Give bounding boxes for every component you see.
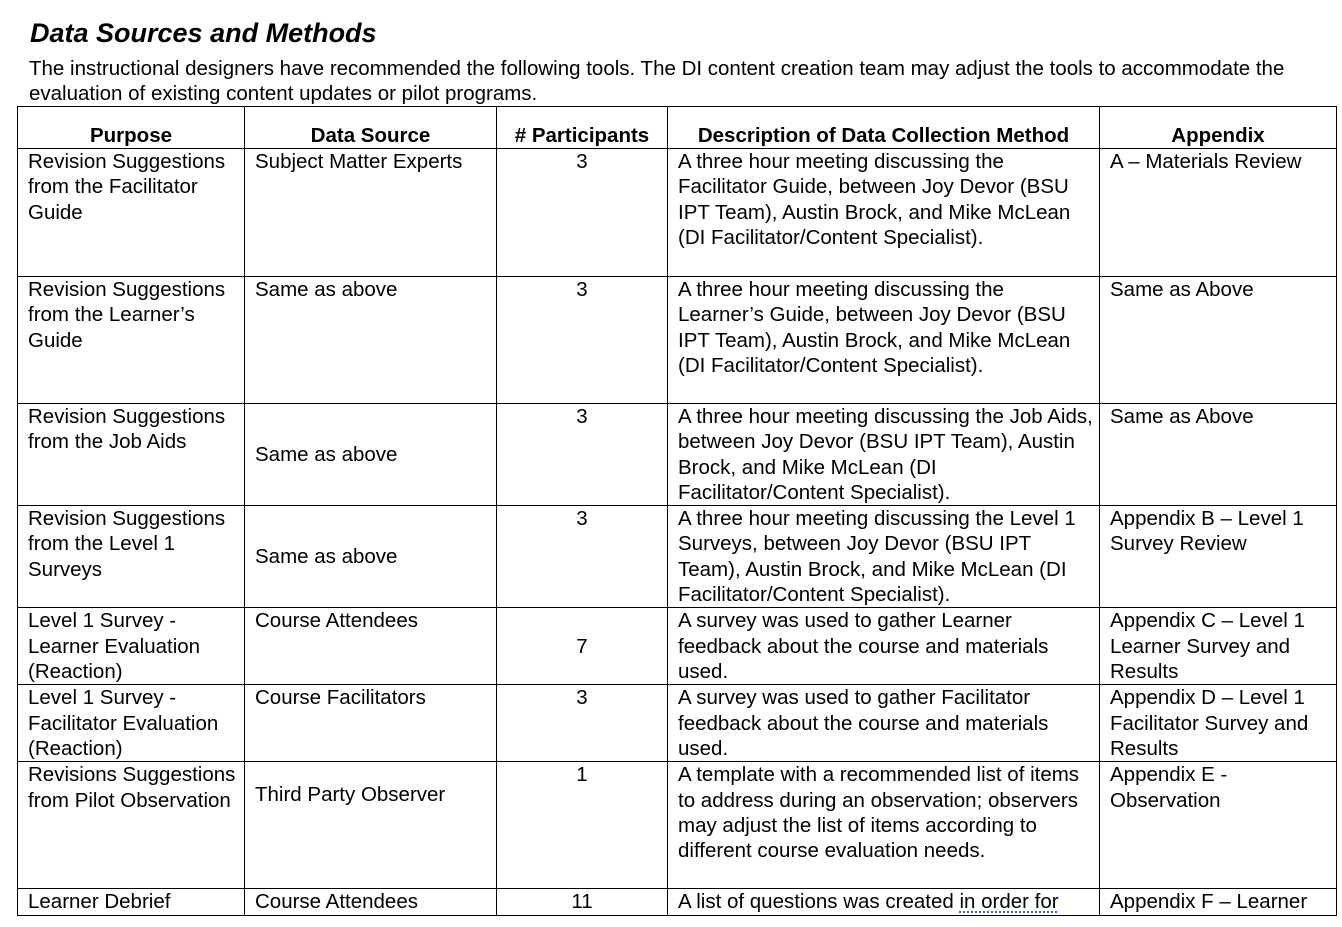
- cell-purpose: Level 1 Survey - Learner Evaluation (Reaction): [18, 608, 245, 685]
- cell-method: A three hour meeting discussing the Learner’s Guide, between Joy Devor (BSU IPT Team), Austin Brock, and Mike McLean (DI Facilitator/Content Specialist).: [668, 277, 1100, 404]
- cell-method: A survey was used to gather Facilitator feedback about the course and materials used.: [668, 685, 1100, 762]
- cell-data-source: Course Attendees: [245, 889, 497, 915]
- cell-method: A survey was used to gather Learner feedback about the course and materials used.: [668, 608, 1100, 685]
- cell-purpose: Learner Debrief: [18, 889, 245, 915]
- cell-participants: 3: [497, 149, 668, 277]
- cell-participants: 3: [497, 277, 668, 404]
- cell-purpose: Revision Suggestions from the Learner’s Guide: [18, 277, 245, 404]
- table-row: [18, 277, 1337, 404]
- cell-appendix: Appendix D – Level 1 Facilitator Survey and Results: [1100, 685, 1337, 762]
- header-method: Description of Data Collection Method: [668, 107, 1100, 149]
- cell-appendix: Appendix C – Level 1 Learner Survey and Results: [1100, 608, 1337, 685]
- header-purpose: Purpose: [18, 107, 245, 149]
- cell-method: A template with a recommended list of items to address during an observation; observers may adjust the list of items according to different course evaluation needs.: [668, 762, 1100, 889]
- cell-data-source: Course Attendees: [245, 608, 497, 685]
- cell-data-source: Same as above: [245, 404, 497, 506]
- data-sources-table: [17, 106, 1337, 916]
- cell-appendix: A – Materials Review: [1100, 149, 1337, 277]
- cell-appendix: Same as Above: [1100, 277, 1337, 404]
- cell-data-source: Same as above: [245, 506, 497, 608]
- cell-appendix: Appendix B – Level 1 Survey Review: [1100, 506, 1337, 608]
- grammar-suggestion-mark[interactable]: in order for: [959, 890, 1059, 914]
- cell-data-source: Subject Matter Experts: [245, 149, 497, 277]
- cell-participants: 3: [497, 685, 668, 762]
- table-row: [18, 404, 1337, 506]
- table-row: [18, 506, 1337, 608]
- cell-data-source: Same as above: [245, 277, 497, 404]
- cell-purpose: Revision Suggestions from the Level 1 Surveys: [18, 506, 245, 608]
- table-row: [18, 685, 1337, 762]
- cell-participants: 3: [497, 506, 668, 608]
- header-participants: # Participants: [497, 107, 668, 149]
- cell-method: A three hour meeting discussing the Level 1 Surveys, between Joy Devor (BSU IPT Team), Austin Brock, and Mike McLean (DI Facilitator/Content Specialist).: [668, 506, 1100, 608]
- intro-paragraph: The instructional designers have recommended the following tools. The DI content creation team may adjust the tools to accommodate the evaluation of existing content updates or pilot programs.: [29, 57, 1285, 105]
- table-row: [18, 608, 1337, 685]
- cell-participants: 3: [497, 404, 668, 506]
- cell-purpose: Revision Suggestions from the Facilitator Guide: [18, 149, 245, 277]
- cell-purpose: Revision Suggestions from the Job Aids: [18, 404, 245, 506]
- cell-purpose: Level 1 Survey - Facilitator Evaluation (Reaction): [18, 685, 245, 762]
- cell-participants: 1: [497, 762, 668, 889]
- cell-data-source: Third Party Observer: [245, 762, 497, 889]
- cell-participants: 11: [497, 889, 668, 915]
- cell-data-source: Course Facilitators: [245, 685, 497, 762]
- table-row: [18, 149, 1337, 277]
- table-row: [18, 762, 1337, 889]
- cell-appendix: Same as Above: [1100, 404, 1337, 506]
- table-header-row: [18, 107, 1337, 149]
- cell-appendix: Appendix E - Observation: [1100, 762, 1337, 889]
- cell-method-text: A list of questions was created: [678, 890, 960, 914]
- header-data-source: Data Source: [245, 107, 497, 149]
- cell-appendix: Appendix F – Learner: [1100, 889, 1337, 915]
- table-row: [18, 889, 1337, 915]
- cell-purpose: Revisions Suggestions from Pilot Observation: [18, 762, 245, 889]
- cell-participants: 7: [497, 608, 668, 685]
- header-appendix: Appendix: [1100, 107, 1337, 149]
- cell-method: A three hour meeting discussing the Job Aids, between Joy Devor (BSU IPT Team), Austin Brock, and Mike McLean (DI Facilitator/Content Specialist).: [668, 404, 1100, 506]
- section-heading: Data Sources and Methods: [30, 18, 377, 48]
- cell-method: [668, 889, 1100, 915]
- cell-method: A three hour meeting discussing the Facilitator Guide, between Joy Devor (BSU IPT Team), Austin Brock, and Mike McLean (DI Facilitator/Content Specialist).: [668, 149, 1100, 277]
